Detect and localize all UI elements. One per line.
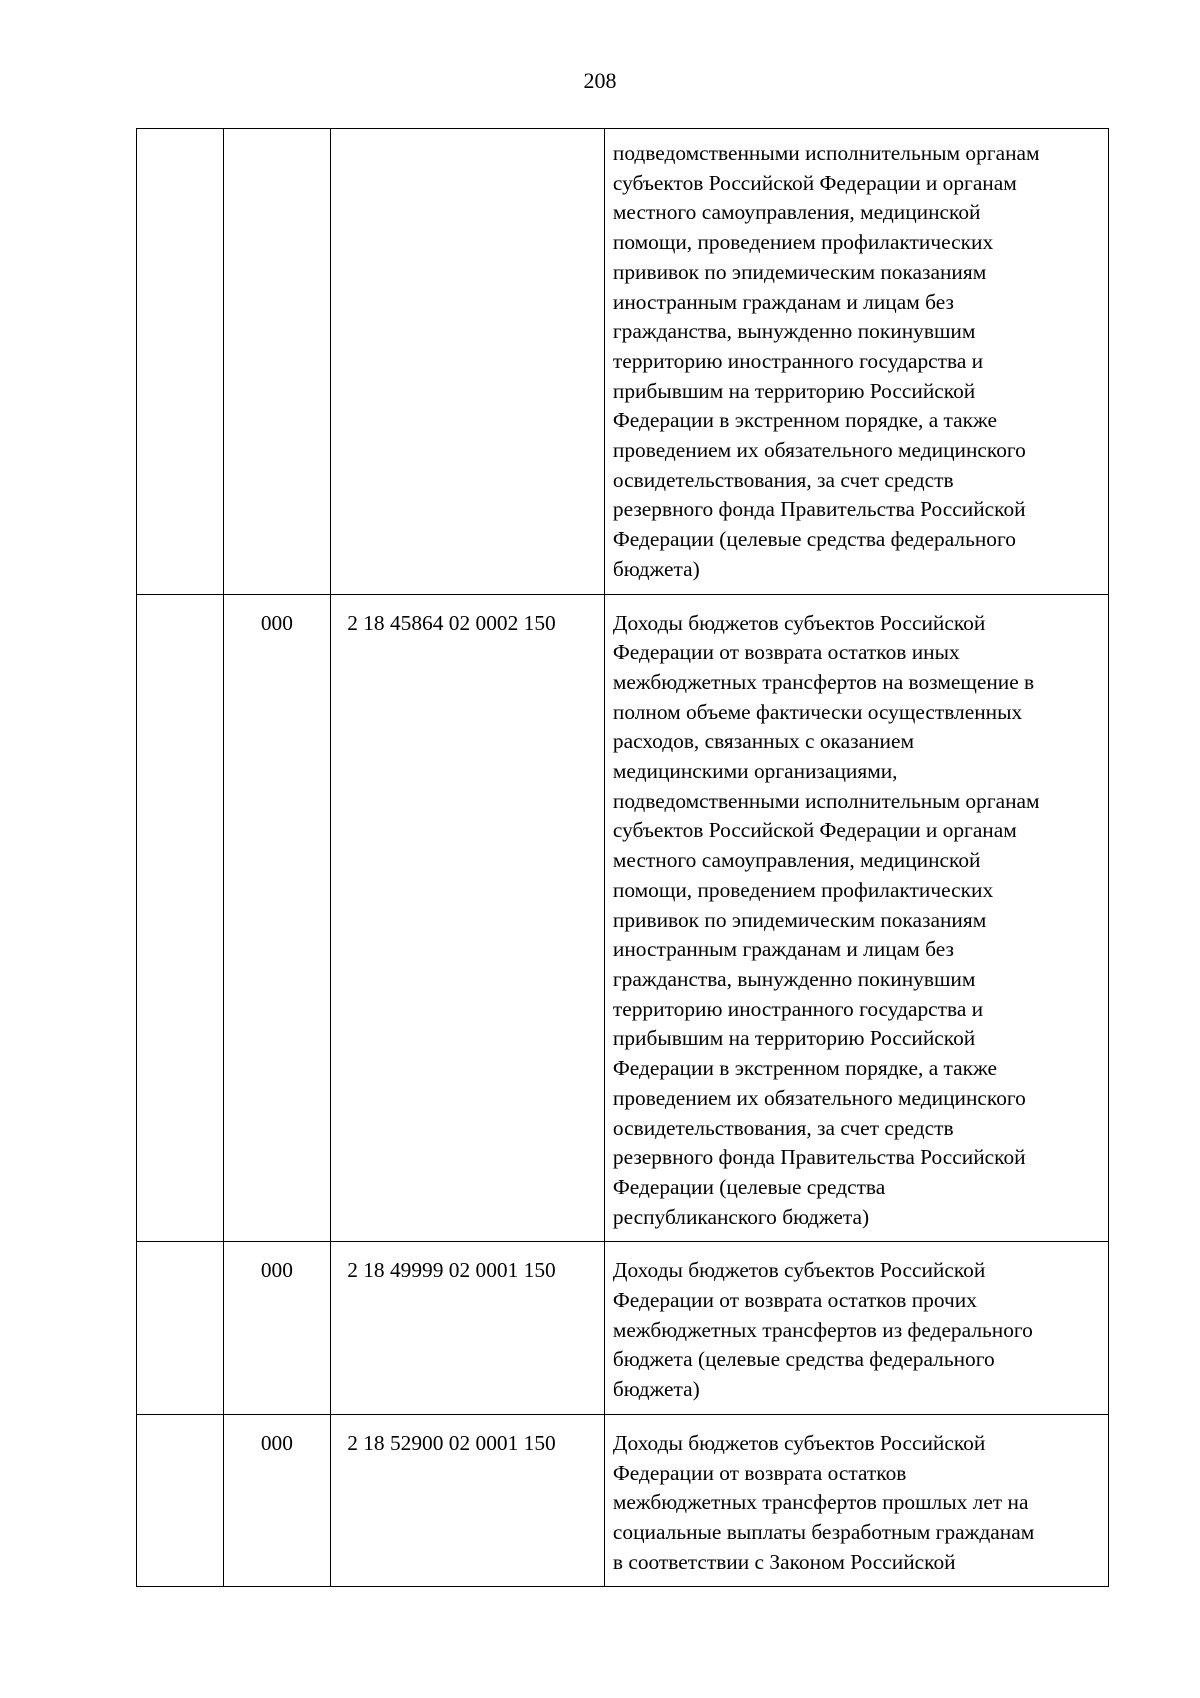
- income-name-line: медицинскими организациями,: [612, 759, 898, 784]
- income-name-line: в соответствии с Законом Российской: [612, 1549, 956, 1574]
- income-name-line: Федерации (целевые средства федерального: [612, 527, 1016, 552]
- income-name-line: прививок по эпидемическим показаниям: [612, 259, 987, 284]
- income-name-line: освидетельствования, за счет средств: [612, 1115, 954, 1140]
- admin-code-cell: 000: [223, 594, 331, 1242]
- income-name-line: Доходы бюджетов субъектов Российской: [612, 610, 986, 635]
- income-name-line: проведением их обязательного медицинского: [612, 438, 1026, 463]
- income-code-cell: [331, 129, 605, 595]
- income-name-cell: [604, 1414, 1108, 1587]
- admin-code-cell: 000: [223, 1414, 331, 1587]
- income-name-line: субъектов Российской Федерации и органам: [612, 818, 1017, 843]
- income-name-cell: [604, 1242, 1108, 1415]
- table-cell-blank: [137, 594, 224, 1242]
- income-name-line: Доходы бюджетов субъектов Российской: [612, 1258, 986, 1283]
- income-name-line: местного самоуправления, медицинской: [612, 848, 981, 873]
- table-cell-blank: [137, 129, 224, 595]
- income-name-line: республиканского бюджета): [612, 1204, 870, 1229]
- income-name-line: проведением их обязательного медицинского: [612, 1085, 1026, 1110]
- income-name-line: иностранным гражданам и лицам без: [612, 937, 954, 962]
- income-name-cell: [604, 129, 1108, 595]
- table-row: [137, 594, 1109, 1242]
- income-name-line: помощи, проведением профилактических: [612, 230, 994, 255]
- table-cell-blank: [137, 1414, 224, 1587]
- income-name-line: Федерации в экстренном порядке, а также: [612, 408, 998, 433]
- income-name-line: освидетельствования, за счет средств: [612, 467, 954, 492]
- income-name-line: Федерации от возврата остатков прочих: [612, 1288, 977, 1313]
- income-name-line: полном объеме фактически осуществленных: [612, 699, 1023, 724]
- admin-code-cell: 000: [223, 1242, 331, 1415]
- income-name-line: подведомственными исполнительным органам: [612, 788, 1040, 813]
- income-code-cell: 2 18 49999 02 0001 150: [331, 1242, 605, 1415]
- income-name-line: территорию иностранного государства и: [612, 348, 984, 373]
- income-name-line: бюджета): [612, 1377, 700, 1402]
- income-name-line: Доходы бюджетов субъектов Российской: [612, 1430, 986, 1455]
- income-name-line: бюджета): [612, 556, 700, 581]
- income-name-line: межбюджетных трансфертов из федерального: [612, 1317, 1033, 1342]
- income-name-line: подведомственными исполнительным органам: [612, 141, 1040, 165]
- income-name-line: Федерации от возврата остатков иных: [612, 640, 960, 665]
- income-name-line: социальные выплаты безработным гражданам: [612, 1519, 1035, 1544]
- income-name-line: гражданства, вынужденно покинувшим: [612, 319, 976, 344]
- income-name-line: прибывшим на территорию Российской: [612, 378, 976, 403]
- income-name-line: иностранным гражданам и лицам без: [612, 289, 954, 314]
- page-number: 208: [583, 68, 617, 93]
- table-row: [137, 1414, 1109, 1587]
- budget-classification-table: [136, 128, 1109, 1587]
- income-name-line: помощи, проведением профилактических: [612, 877, 994, 902]
- table-cell-blank: [137, 1242, 224, 1415]
- income-name-line: межбюджетных трансфертов на возмещение в: [612, 669, 1035, 694]
- income-name-line: резервного фонда Правительства Российской: [612, 497, 1026, 522]
- income-name-line: Федерации (целевые средства: [612, 1174, 886, 1199]
- income-name-line: резервного фонда Правительства Российской: [612, 1145, 1026, 1170]
- income-name-cell: [604, 594, 1108, 1242]
- income-name-line: Федерации от возврата остатков: [612, 1460, 907, 1485]
- income-code-cell: 2 18 45864 02 0002 150: [331, 594, 605, 1242]
- income-name-line: субъектов Российской Федерации и органам: [612, 170, 1017, 195]
- income-name-line: Федерации в экстренном порядке, а также: [612, 1056, 998, 1081]
- income-code-cell: 2 18 52900 02 0001 150: [331, 1414, 605, 1587]
- income-name-line: местного самоуправления, медицинской: [612, 200, 981, 225]
- table-row: [137, 129, 1109, 595]
- income-name-line: прибывшим на территорию Российской: [612, 1026, 976, 1051]
- income-name-line: расходов, связанных с оказанием: [612, 729, 914, 754]
- income-name-line: прививок по эпидемическим показаниям: [612, 907, 987, 932]
- table-row: [137, 1242, 1109, 1415]
- income-name-line: гражданства, вынужденно покинувшим: [612, 966, 976, 991]
- income-name-line: межбюджетных трансфертов прошлых лет на: [612, 1490, 1029, 1515]
- income-name-line: бюджета (целевые средства федерального: [612, 1347, 995, 1372]
- income-name-line: территорию иностранного государства и: [612, 996, 984, 1021]
- admin-code-cell: [223, 129, 331, 595]
